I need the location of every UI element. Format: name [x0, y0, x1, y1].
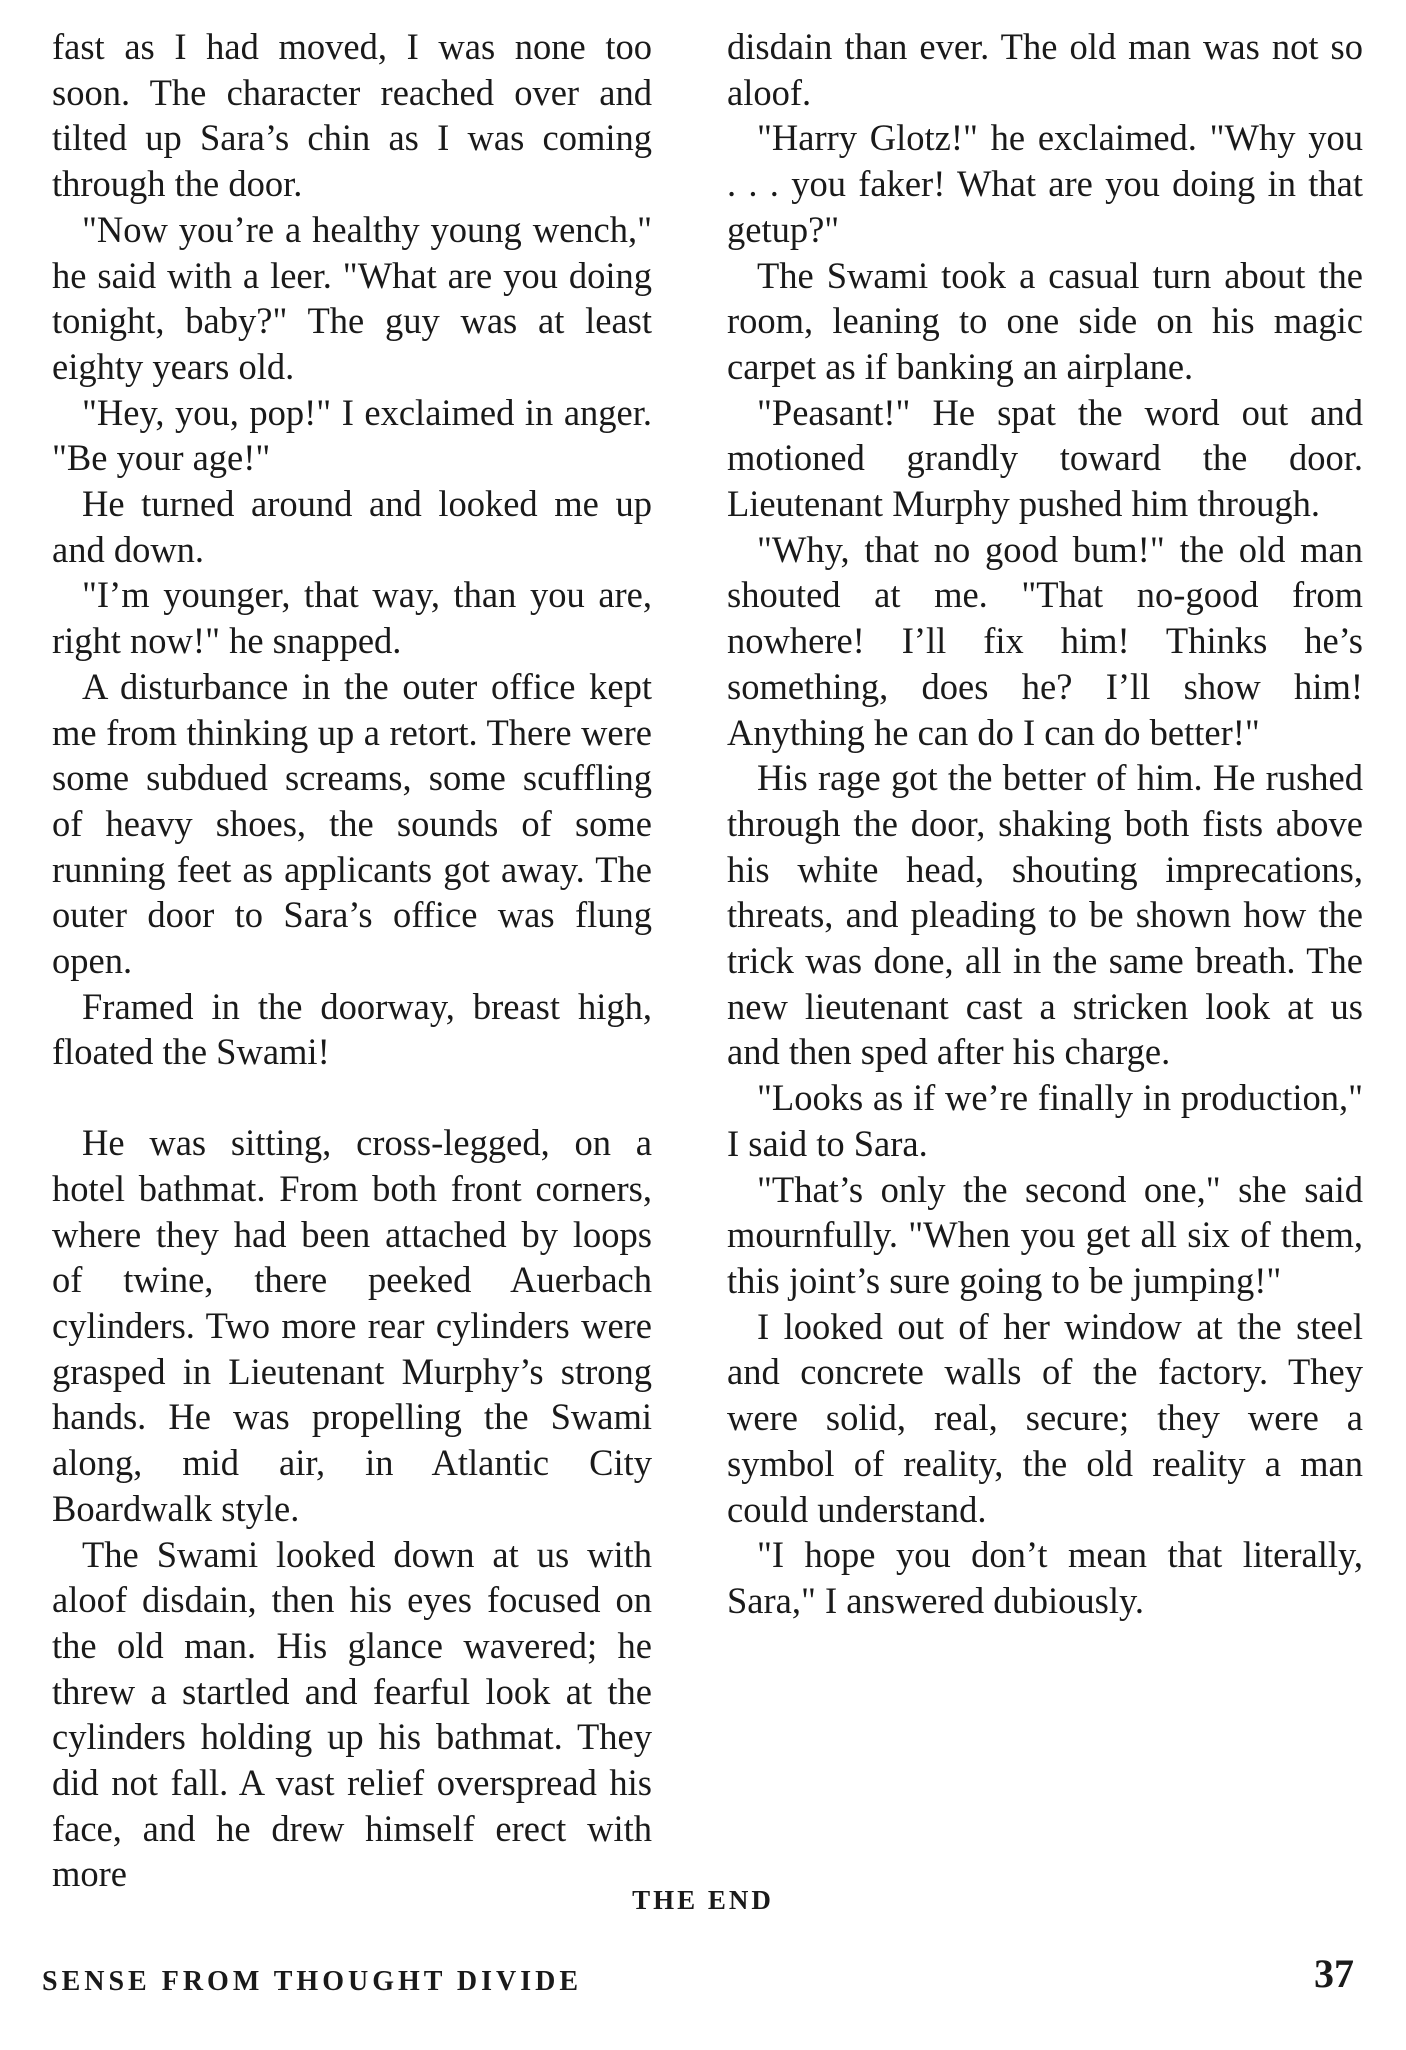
paragraph: He turned around and looked me up and down. [52, 483, 652, 570]
paragraph: His rage got the better of him. He rushed through the door, shaking both fists above his white head, shouting imprecations, threats, and pleading to be shown how the trick was done, all in the same breath. The new lieutenant cast a stricken look at us and then sped after his charge. [727, 757, 1363, 1073]
paragraph: "Hey, you, pop!" I exclaimed in anger. "Be your age!" [52, 391, 652, 479]
paragraph: "I’m younger, that way, than you are, right now!" he snapped. [52, 574, 652, 662]
paragraph: He was sitting, cross-legged, on a hotel bathmat. From both front corners, where they had been attached by loops of twine, there peeked Auerbach cylinders. Two more rear cylinders were grasped in Lieutenant Murphy’s strong hands. He was propelling the Swami along, mid air, in Atlantic City Boardwalk style. [52, 1122, 652, 1529]
running-footer-title: SENSE FROM THOUGHT DIVIDE [42, 1966, 583, 1997]
right-text-column [727, 24, 1363, 1624]
paragraph: "That’s only the second one," she said mournfully. "When you get all six of them, this joint’s sure going to be jumping!" [727, 1168, 1363, 1301]
paragraph: "Peasant!" He spat the word out and motioned grandly toward the door. Lieutenant Murphy pushed him through. [727, 391, 1363, 525]
left-text-column [52, 24, 652, 1897]
paragraph: "Why, that no good bum!" the old man shouted at me. "That no-good from nowhere! I’ll fix him! Thinks he’s something, does he? I’ll show him! Anything he can do I can do better!" [727, 528, 1363, 753]
paragraph: "Now you’re a healthy young wench," he said with a leer. "What are you doing tonight, baby?" The guy was at least eighty years old. [52, 208, 652, 387]
paragraph: "Looks as if we’re finally in production," I said to Sara. [727, 1077, 1363, 1164]
paragraph: Framed in the doorway, breast high, floated the Swami! [52, 985, 652, 1073]
paragraph: disdain than ever. The old man was not so aloof. [727, 26, 1363, 113]
paragraph: A disturbance in the outer office kept me from thinking up a retort. There were some subdued screams, some scuffling of heavy shoes, the sounds of some running feet as applicants got away. The outer door to Sara’s office was flung open. [52, 665, 652, 982]
paragraph: fast as I had moved, I was none too soon. The character reached over and tilted up Sara’s chin as I was coming through the door. [52, 26, 652, 205]
paragraph: "Harry Glotz!" he exclaimed. "Why you . . . you faker! What are you doing in that getup?" [727, 117, 1363, 250]
paragraph: The Swami looked down at us with aloof disdain, then his eyes focused on the old man. His glance wavered; he threw a startled and fearful look at the cylinders holding up his bathmat. They did not fall. A vast relief overspread his face, and he drew himself erect with more [52, 1533, 652, 1895]
paragraph: I looked out of her window at the steel and concrete walls of the factory. They were solid, real, secure; they were a symbol of reality, the old reality a man could understand. [727, 1305, 1363, 1530]
the-end-marker: THE END [632, 1885, 774, 1915]
page-number: 37 [1314, 1951, 1354, 1996]
paragraph: The Swami took a casual turn about the room, leaning to one side on his magic carpet as if banking an airplane. [727, 254, 1363, 387]
paragraph: "I hope you don’t mean that literally, Sara," I answered dubiously. [727, 1534, 1363, 1621]
